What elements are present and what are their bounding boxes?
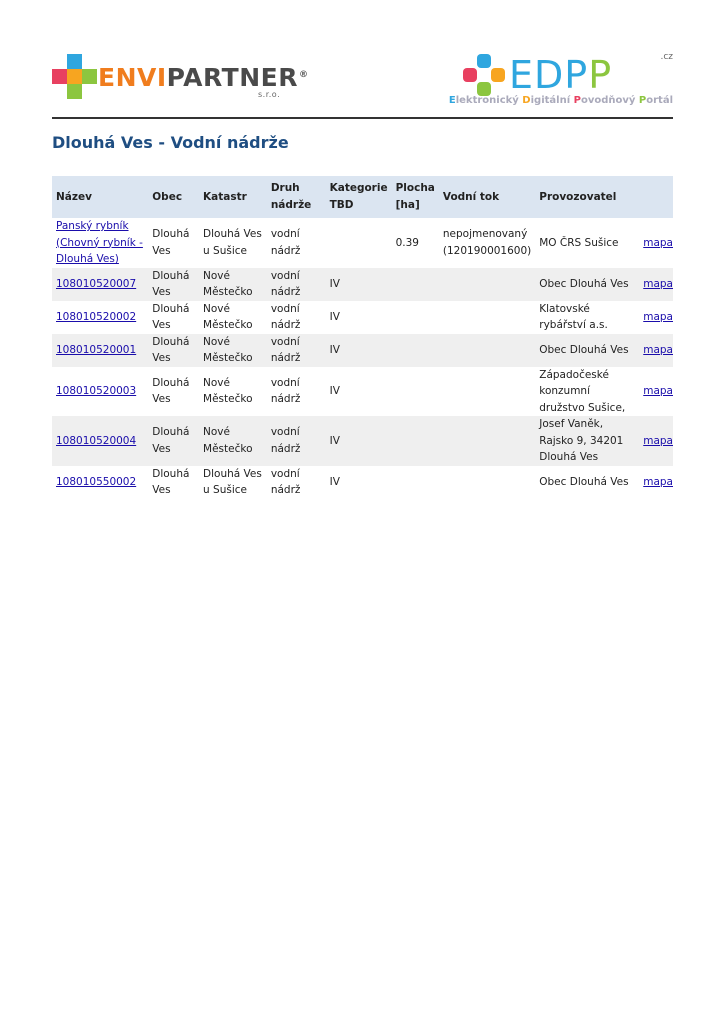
edpp-puzzle-icon [463, 54, 505, 96]
cell-tok [439, 416, 535, 466]
table-row [52, 416, 673, 466]
reservoir-name-link[interactable]: 108010520001 [56, 343, 137, 356]
reservoir-table [52, 176, 673, 499]
cell-tok [439, 466, 535, 499]
cell-katastr: Nové Městečko [199, 416, 267, 466]
cell-obec: Dlouhá Ves [148, 416, 199, 466]
reservoir-name-link[interactable]: 108010520002 [56, 310, 137, 323]
table-header-row [52, 176, 673, 218]
cell-plocha [392, 466, 439, 499]
map-link[interactable]: mapa [643, 475, 673, 488]
table-row [52, 218, 673, 268]
cell-plocha [392, 301, 439, 334]
envipartner-logo [52, 54, 309, 104]
cell-kategorie: IV [329, 385, 340, 397]
map-link[interactable]: mapa [643, 277, 673, 290]
cell-kategorie: IV [326, 268, 392, 301]
map-link[interactable]: mapa [643, 434, 673, 447]
cell-katastr: Dlouhá Ves u Sušice [203, 467, 262, 496]
cell-plocha: 0.39 [395, 236, 419, 249]
reservoir-name-link[interactable]: Panský rybník (Chovný rybník - Dlouhá Ves) [56, 220, 143, 265]
cell-katastr: Nové Městečko [203, 302, 253, 331]
edpp-tagline: Elektronický Digitální Povodňový Portál [448, 95, 673, 106]
cell-provozovatel: MO ČRS Sušice [539, 236, 619, 249]
cell-tok [439, 367, 535, 417]
cell-katastr: Nové Městečko [199, 268, 267, 301]
cell-druh: vodní nádrž [270, 228, 301, 257]
col-header-obec: Obec [148, 176, 199, 218]
cell-obec: Dlouhá Ves [148, 268, 199, 301]
cell-kategorie: IV [329, 310, 340, 323]
reservoir-name-link[interactable]: 108010520004 [56, 434, 137, 447]
edpp-logo [448, 52, 673, 112]
cell-obec: Dlouhá Ves [148, 334, 199, 367]
cell-druh: vodní nádrž [270, 467, 301, 496]
table-row [52, 301, 673, 334]
col-header-plocha: Plocha [ha] [392, 176, 439, 218]
cell-druh: vodní nádrž [267, 334, 326, 367]
col-header-katastr: Katastr [199, 176, 267, 218]
map-link[interactable]: mapa [643, 343, 673, 356]
cell-katastr: Nové Městečko [203, 376, 253, 406]
envipartner-sro: s.r.o. [258, 90, 281, 99]
cell-tok [439, 334, 535, 367]
edpp-cz: .cz [660, 52, 673, 62]
cell-obec: Dlouhá Ves [152, 467, 190, 496]
map-link[interactable]: mapa [643, 385, 673, 397]
col-header-map [639, 176, 673, 218]
col-header-druh: Druh nádrže [267, 176, 326, 218]
cell-kategorie: IV [326, 334, 392, 367]
edpp-wordmark: EDPP [509, 53, 613, 97]
map-link[interactable]: mapa [643, 236, 673, 249]
col-header-nazev: Název [52, 176, 148, 218]
cell-provozovatel: Obec Dlouhá Ves [539, 475, 629, 488]
cell-druh: vodní nádrž [267, 416, 326, 466]
cell-obec: Dlouhá Ves [152, 228, 190, 257]
cell-provozovatel: Západočeské konzumní družstvo Sušice, [539, 368, 626, 414]
cell-plocha [392, 268, 439, 301]
cell-druh: vodní nádrž [270, 302, 301, 331]
cell-kategorie: IV [329, 475, 340, 488]
cell-tok: nepojmenovaný (120190001600) [442, 228, 532, 257]
cell-provozovatel: Obec Dlouhá Ves [535, 268, 639, 301]
table-row [52, 334, 673, 367]
reservoir-name-link[interactable]: 108010550002 [56, 475, 137, 488]
cell-katastr: Nové Městečko [199, 334, 267, 367]
envipartner-cross-icon [52, 54, 98, 102]
table-row [52, 466, 673, 499]
table-row [52, 268, 673, 301]
cell-obec: Dlouhá Ves [152, 376, 190, 406]
cell-katastr: Dlouhá Ves u Sušice [203, 228, 262, 257]
cell-kategorie: IV [326, 416, 392, 466]
cell-tok [439, 268, 535, 301]
cell-provozovatel: Klatovské rybářství a.s. [539, 302, 608, 331]
cell-tok [439, 301, 535, 334]
cell-obec: Dlouhá Ves [152, 302, 190, 331]
cell-druh: vodní nádrž [270, 376, 301, 406]
map-link[interactable]: mapa [643, 310, 673, 323]
cell-plocha [392, 367, 439, 417]
page-header [52, 52, 673, 118]
reservoir-name-link[interactable]: 108010520003 [56, 385, 137, 397]
cell-kategorie [326, 218, 392, 268]
col-header-kategorie: Kategorie TBD [326, 176, 392, 218]
page-title: Dlouhá Ves - Vodní nádrže [52, 133, 289, 152]
cell-plocha [392, 416, 439, 466]
header-divider [52, 117, 673, 119]
envipartner-wordmark: ENVIPARTNER® [98, 63, 309, 92]
reservoir-name-link[interactable]: 108010520007 [56, 277, 137, 290]
col-header-tok: Vodní tok [439, 176, 535, 218]
cell-plocha [392, 334, 439, 367]
cell-provozovatel: Obec Dlouhá Ves [535, 334, 639, 367]
table-row [52, 367, 673, 417]
cell-provozovatel: Josef Vaněk, Rajsko 9, 34201 Dlouhá Ves [535, 416, 639, 466]
col-header-provozovatel: Provozovatel [535, 176, 639, 218]
cell-druh: vodní nádrž [267, 268, 326, 301]
